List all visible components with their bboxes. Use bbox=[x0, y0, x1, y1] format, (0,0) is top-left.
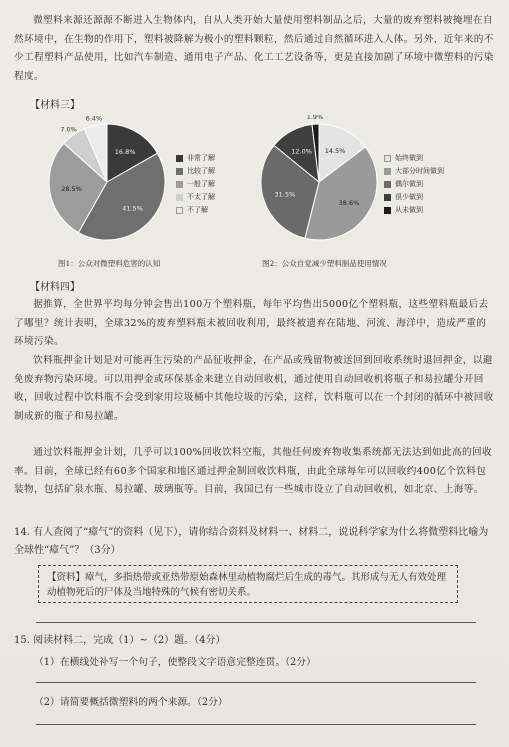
material-4-para-3: 通过饮料瓶押金计划，几乎可以100%回收饮料空瓶，其他任何废弃物收集系统都无法达到如此高的回收率。目前，全球已经有60多个国家和地区通过押金制回收饮料瓶，由此全球每年可以回收约400亿个饮料包装物，包括矿泉水瓶、易拉罐、玻璃瓶等。目前，我国已有一些城市设立了自动回收机，如北京、上海等。 bbox=[14, 447, 492, 495]
intro-line-2: 的塑料颗粒，然后通过自然循环进入人体。另外，近年来的不少工程塑料产品使用，比如汽 bbox=[14, 33, 494, 63]
question-15-1: （1）在横线处补写一个句子，使整段文字语意完整连贯。（2分） bbox=[34, 657, 316, 668]
legend-item-2 bbox=[176, 165, 215, 178]
question-14: 14. 有人查阅了“瘴气”的资料（见下），请你结合资料及材料一、材料二，说说科学家为什么将微塑料比喻为全球性“瘴气”？（3分） bbox=[14, 527, 489, 556]
legend-swatch bbox=[384, 155, 391, 162]
pie-slice-label-1: 14.5% bbox=[324, 146, 346, 155]
pie-chart-2 bbox=[252, 115, 387, 250]
intro-line-1: 微塑料来源还源源不断进入生物体内，自从人类开始大量使用塑料制品之后，大量的废弃塑料被掩埋在自然环境中，在生物的作用下，塑料被降解为极小 bbox=[14, 15, 493, 45]
legend-item-5 bbox=[176, 204, 215, 217]
question-15: 15. 阅读材料二，完成（1）~（2）题。（4分） bbox=[14, 635, 226, 646]
q14-answer-line[interactable] bbox=[36, 622, 476, 623]
material-4-para-1: 据推算，全世界平均每分钟会售出100万个塑料瓶，每年平均售出5000亿个塑料瓶，这些塑料瓶最后去了哪里？统计表明，全球32%的废弃塑料瓶未被回收利用，最终被遗弃在陆地、河流、海洋中，造成严重的环境污染。 bbox=[14, 299, 489, 347]
legend-item-4 bbox=[176, 191, 215, 204]
pie-1-legend bbox=[176, 152, 215, 217]
pie-2-legend bbox=[384, 152, 444, 217]
legend-item-5 bbox=[384, 204, 444, 217]
material-4-para-2: 饮料瓶押金计划是对可能再生污染的产品征收押金，在产品或残留物被送回到回收系统时退回押金，以避免废弃物污染环境。可以用押金或环保基金来建立自动回收机，通过使用自动回收机将瓶子和易拉罐分开回收，回收过程中饮料瓶不会受到家用垃圾桶中其他垃圾的污染，这样，饮料瓶可以在一个封闭的循环中被回收制成新的瓶子和易拉罐。 bbox=[14, 355, 494, 422]
material-3-label: 【材料三】 bbox=[30, 100, 80, 111]
legend-swatch bbox=[384, 181, 391, 188]
legend-swatch bbox=[176, 194, 183, 201]
material-4-label: 【材料四】 bbox=[30, 282, 80, 293]
legend-label: 不太了解 bbox=[187, 193, 215, 201]
legend-label: 不了解 bbox=[187, 206, 208, 214]
legend-swatch bbox=[384, 168, 391, 175]
legend-swatch bbox=[384, 194, 391, 201]
pie-slice-label-5: 6.4% bbox=[85, 115, 103, 123]
legend-swatch bbox=[384, 207, 391, 214]
legend-label: 大部分时间做到 bbox=[395, 167, 444, 175]
intro-line-3: 车制造、通用电子产品、化工工艺设备等，更是直接加剧了环境中微塑料的污染程度。 bbox=[14, 52, 494, 82]
legend-swatch bbox=[176, 168, 183, 175]
legend-label: 一般了解 bbox=[187, 180, 215, 188]
legend-item-3 bbox=[176, 178, 215, 191]
pie-2-caption: 图2：公众自觉减少塑料制品使用情况 bbox=[262, 259, 387, 268]
pie-slice-label-4: 12.0% bbox=[291, 147, 312, 156]
legend-item-2 bbox=[384, 165, 444, 178]
pie-slice-label-1: 16.8% bbox=[114, 147, 136, 156]
legend-item-1 bbox=[176, 152, 215, 165]
legend-swatch bbox=[176, 155, 183, 162]
legend-label: 比较了解 bbox=[187, 167, 215, 175]
pie-slice-label-2: 38.6% bbox=[338, 198, 360, 207]
legend-swatch bbox=[176, 207, 183, 214]
pie-slice-label-4: 7.0% bbox=[60, 125, 77, 134]
pie-1-caption: 图1：公众对微塑料危害的认知 bbox=[58, 259, 161, 268]
legend-item-4 bbox=[384, 191, 444, 204]
q15-1-answer-line[interactable] bbox=[36, 682, 476, 683]
pie-slice-label-5: 1.9% bbox=[306, 115, 324, 122]
q14-reference-box: 【资料】瘴气，多指热带或亚热带原始森林里动植物腐烂后生成的毒气。其形成与无人有效处理动植物死后的尸体及当地特殊的气候有密切关系。 bbox=[38, 565, 458, 603]
legend-swatch bbox=[176, 181, 183, 188]
legend-label: 偶尔做到 bbox=[395, 180, 423, 188]
legend-label: 非常了解 bbox=[187, 154, 215, 162]
legend-label: 从未做到 bbox=[395, 206, 423, 214]
pie-slice-label-3: 28.5% bbox=[61, 184, 82, 193]
legend-item-3 bbox=[384, 178, 444, 191]
intro-paragraph bbox=[14, 12, 494, 86]
legend-label: 始终做到 bbox=[395, 154, 423, 162]
pie-slice-label-3: 31.5% bbox=[274, 190, 296, 199]
legend-label: 很少做到 bbox=[395, 193, 423, 201]
question-15-2: （2）请简要概括微塑料的两个来源。（2分） bbox=[34, 697, 228, 708]
pie-slice-label-2: 41.5% bbox=[122, 204, 143, 213]
pie-chart-1 bbox=[40, 115, 175, 250]
legend-item-1 bbox=[384, 152, 444, 165]
q15-2-answer-line[interactable] bbox=[36, 724, 476, 725]
